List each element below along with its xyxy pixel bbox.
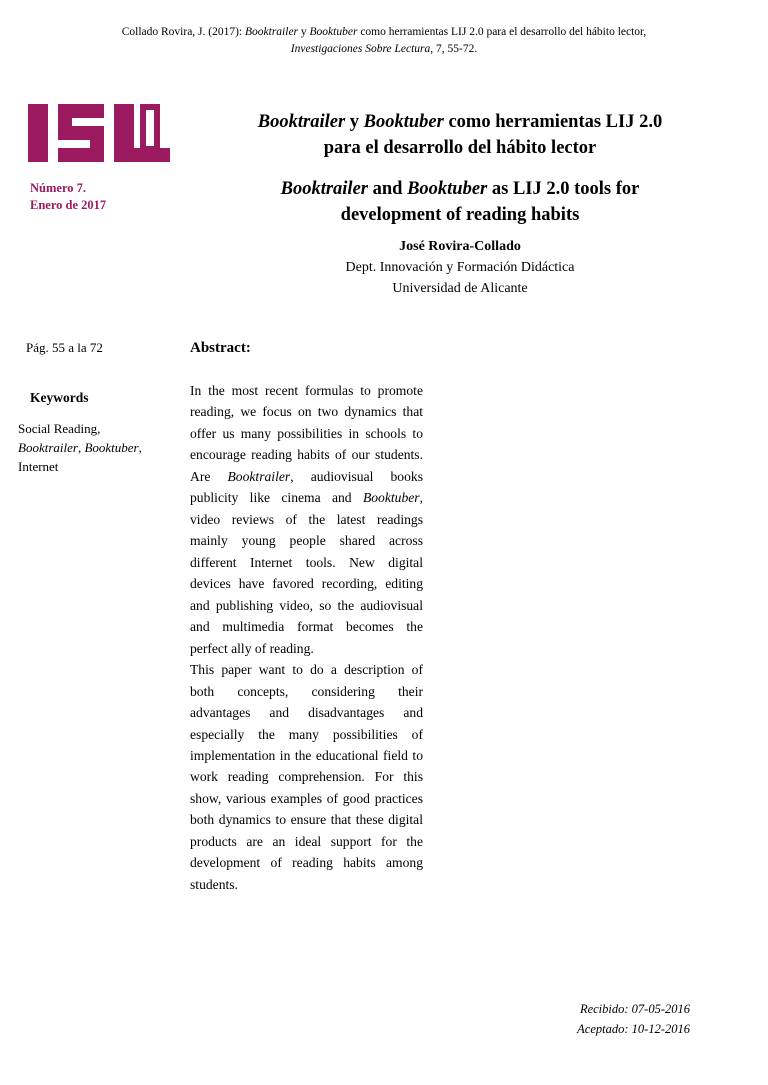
- date-accepted: Aceptado: 10-12-2016: [577, 1022, 690, 1036]
- keyword-internet: Internet: [18, 458, 59, 474]
- citation-journal: Investigaciones Sobre Lectura,: [290, 42, 434, 55]
- citation-conn: y: [298, 26, 310, 38]
- keyword-social-reading: Social Reading,: [18, 421, 101, 436]
- title-en-booktuber: Booktuber: [407, 179, 488, 200]
- title-es-booktrailer: Booktrailer: [257, 112, 346, 132]
- keyword-tail: ,: [138, 439, 142, 455]
- author-institution: Universidad de Alicante: [392, 281, 528, 296]
- abstract-p1-c: , video reviews of the latest readings mainly young people shared across different Internet tools. New digital devices have favored recording, editing and publishing video, so the audiovisual and multimedia format becomes the perfect ally of reading.: [190, 490, 423, 656]
- issue-date: Enero de 2017: [30, 197, 107, 212]
- keywords-list: [18, 420, 173, 477]
- issue-number: Número 7.: [30, 181, 87, 195]
- page-title-es: [200, 110, 720, 161]
- citation-volume-pages: 7, 55-72.: [433, 42, 478, 55]
- issue-info: [30, 180, 174, 214]
- title-en-line2: development of reading habits: [340, 204, 580, 225]
- title-es-rest: como herramientas LIJ 2.0: [443, 112, 663, 132]
- date-received: Recibido: 07-05-2016: [579, 1002, 690, 1016]
- abstract-p1-a: In the most recent formulas to promote reading, we focus on two dynamics that offer us many possibilities in schools to encourage reading habits of our students. Are: [190, 383, 423, 484]
- submission-dates: [577, 999, 690, 1039]
- citation-header: [120, 24, 648, 57]
- abstract-paragraph-1: [190, 380, 423, 659]
- abstract-paragraph-2: This paper want to do a description of both concepts, considering their advantages and disadvantages and especially the many possibilities of implementation in the educational field to work reading comprehension. For this show, various examples of good practices both dynamics to ensure that these digital products are an ideal support for the development of reading habits among students.: [190, 662, 423, 892]
- title-es-booktuber: Booktuber: [363, 112, 444, 132]
- title-en-booktrailer: Booktrailer: [280, 179, 368, 200]
- keywords-heading: Keywords: [30, 390, 89, 405]
- page-range: Pág. 55 a la 72: [26, 340, 103, 355]
- abstract-body: [190, 380, 423, 895]
- citation-title-rest: como herramientas LIJ 2.0 para el desarrollo del hábito lector,: [357, 26, 647, 38]
- title-block: [200, 110, 720, 228]
- keyword-booktuber: Booktuber: [84, 439, 139, 455]
- citation-title-booktuber: Booktuber: [309, 26, 358, 38]
- author-name: José Rovira-Collado: [399, 239, 521, 254]
- page-title-en: [200, 177, 720, 228]
- abstract-p1-booktuber: Booktuber: [362, 490, 420, 506]
- title-es-line2: para el desarrollo del hábito lector: [323, 137, 597, 158]
- citation-prefix: Collado Rovira, J. (2017):: [121, 26, 245, 38]
- keyword-booktrailer: Booktrailer: [18, 439, 78, 455]
- author-block: [200, 236, 720, 299]
- author-department: Dept. Innovación y Formación Didáctica: [345, 260, 575, 275]
- abstract-p1-b: , audiovisual books publicity like cinema and: [190, 468, 423, 506]
- title-en-conn: and: [367, 179, 408, 200]
- left-column: [24, 104, 174, 214]
- abstract-heading: Abstract:: [190, 340, 251, 356]
- title-en-rest: as LIJ 2.0 tools for: [487, 179, 640, 200]
- citation-title-booktrailer: Booktrailer: [245, 26, 299, 38]
- isl-logo: [28, 104, 170, 166]
- title-es-conn: y: [345, 112, 364, 132]
- keyword-sep: ,: [77, 439, 85, 455]
- abstract-p1-booktrailer: Booktrailer: [227, 468, 291, 484]
